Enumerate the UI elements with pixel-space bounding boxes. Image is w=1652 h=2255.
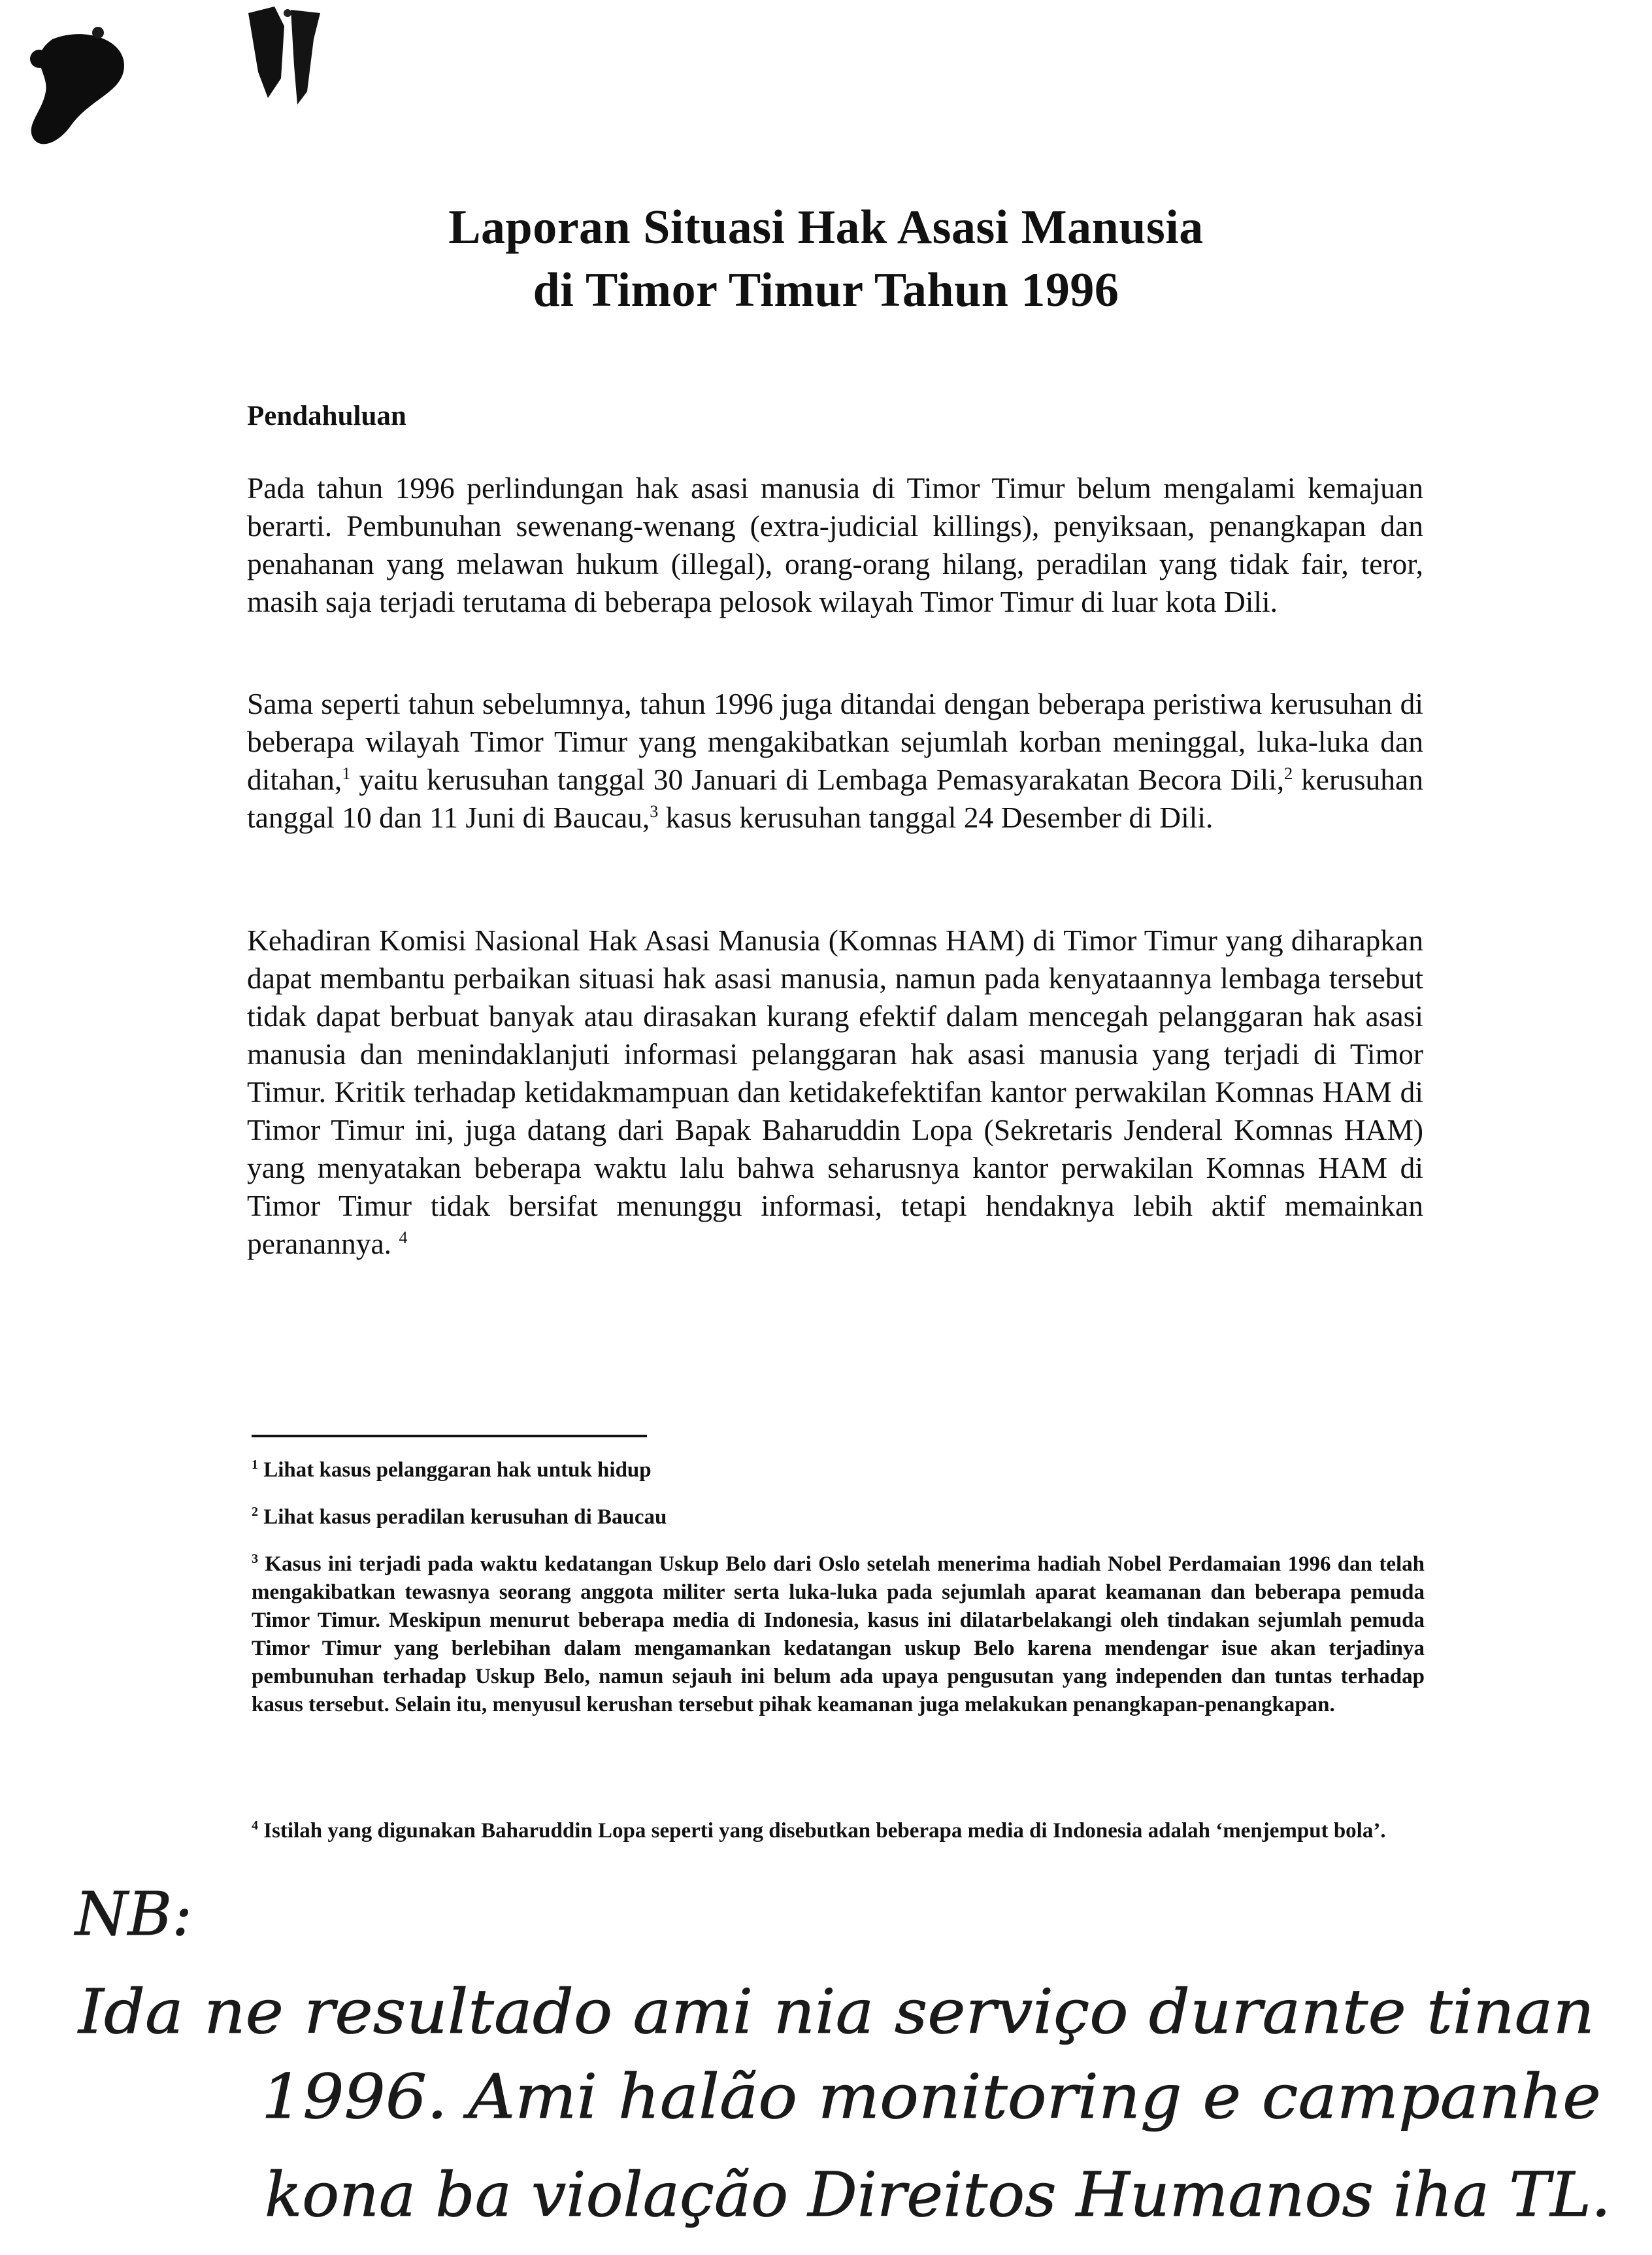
paragraph-2-text-c: kerusuhan tanggal 10 dan 11 Juni di Baucau, bbox=[247, 763, 1423, 834]
title-line-2: di Timor Timur Tahun 1996 bbox=[533, 263, 1119, 317]
paragraph-2-text-a: Sama seperti tahun sebelumnya, tahun 1996 juga ditandai dengan beberapa peristiwa kerusuhan di beberapa wilayah Timor Timur yang mengakibatkan sejumlah korban meninggal, luka-luka dan ditahan, bbox=[247, 687, 1423, 796]
handwritten-label: NB: bbox=[75, 1879, 193, 1949]
paragraph-3-text: Kehadiran Komisi Nasional Hak Asasi Manusia (Komnas HAM) di Timor Timur yang diharapkan dapat membantu perbaikan situasi hak asasi manusia, namun pada kenyataannya lembaga tersebut tidak dapat berbuat banyak atau dirasakan kurang efektif dalam mencegah pelanggaran hak asasi manusia dan menindaklanjuti informasi pelanggaran hak asasi manusia yang terjadi di Timor Timur. Kritik terhadap ketidakmampuan dan ketidakefektifan kantor perwakilan Komnas HAM di Timor Timur ini, juga datang dari Bapak Baharuddin Lopa (Sekretaris Jenderal Komnas HAM) yang menyatakan beberapa waktu lalu bahwa seharusnya kantor perwakilan Komnas HAM di Timor Timur tidak bersifat menunggu informasi, tetapi hendaknya lebih aktif memainkan peranannya. bbox=[247, 924, 1423, 1260]
footnote-4-text: Istilah yang digunakan Baharuddin Lopa seperti yang disebutkan beberapa media di Indonesia adalah ‘menjemput bola’. bbox=[263, 1819, 1386, 1843]
paragraph-2-text-b: yaitu kerusuhan tanggal 30 Januari di Lembaga Pemasyarakatan Becora Dili, bbox=[350, 763, 1285, 796]
handwritten-line-3: kona ba violação Direitos Humanos iha TL. bbox=[265, 2160, 1611, 2231]
paragraph-1: Pada tahun 1996 perlindungan hak asasi manusia di Timor Timur belum mengalami kemajuan berarti. Pembunuhan sewenang-wenang (extra-judicial killings), penyiksaan, penangkapan dan penahanan yang melawan hukum (illegal), orang-orang hilang, peradilan yang tidak fair, teror, masih saja terjadi terutama di beberapa pelosok wilayah Timor Timur di luar kota Dili. bbox=[247, 471, 1423, 618]
footnote-4-mark: 4 bbox=[252, 1818, 258, 1833]
footnote-ref-2: 2 bbox=[1284, 763, 1293, 783]
title-line-1: Laporan Situasi Hak Asasi Manusia bbox=[448, 201, 1204, 254]
footnote-ref-1: 1 bbox=[342, 763, 351, 783]
footnote-ref-4: 4 bbox=[399, 1228, 408, 1247]
footnote-2-text: Lihat kasus peradilan kerusuhan di Baucau bbox=[263, 1505, 667, 1529]
handwritten-line-1: Ida ne resultado ami nia serviço durante tinan bbox=[76, 1977, 1595, 2048]
footnote-ref-3: 3 bbox=[650, 801, 659, 821]
footnote-1-mark: 1 bbox=[252, 1458, 258, 1472]
paragraph-2-text-d: kasus kerusuhan tanggal 24 Desember di Dili. bbox=[658, 801, 1214, 834]
footnote-3-mark: 3 bbox=[252, 1552, 258, 1566]
footnote-1-text: Lihat kasus pelanggaran hak untuk hidup bbox=[263, 1458, 652, 1482]
footnote-3-text: Kasus ini terjadi pada waktu kedatangan Uskup Belo dari Oslo setelah menerima hadiah Nobel Perdamaian 1996 dan telah mengakibatkan tewasnya seorang anggota militer serta luka-luka pada sejumlah aparat keamanan dan beberapa pemuda Timor Timur. Meskipun menurut beberapa media di Indonesia, kasus ini dilatarbelakangi oleh tindakan sejumlah pemuda Timor Timur yang berlebihan dalam mengamankan kedatangan uskup Belo karena mendengar isue akan terjadinya pembunuhan terhadap Uskup Belo, namun sejauh ini belum ada upaya pengusutan yang independen dan tuntas terhadap kasus tersebut. Selain itu, menyusul kerushan tersebut pihak keamanan juga melakukan penangkapan-penangkapan. bbox=[252, 1552, 1425, 1716]
section-heading: Pendahuluan bbox=[247, 401, 406, 431]
footnote-2-mark: 2 bbox=[252, 1505, 258, 1519]
handwritten-line-2: 1996. Ami halão monitoring e campanhe bbox=[261, 2062, 1601, 2133]
